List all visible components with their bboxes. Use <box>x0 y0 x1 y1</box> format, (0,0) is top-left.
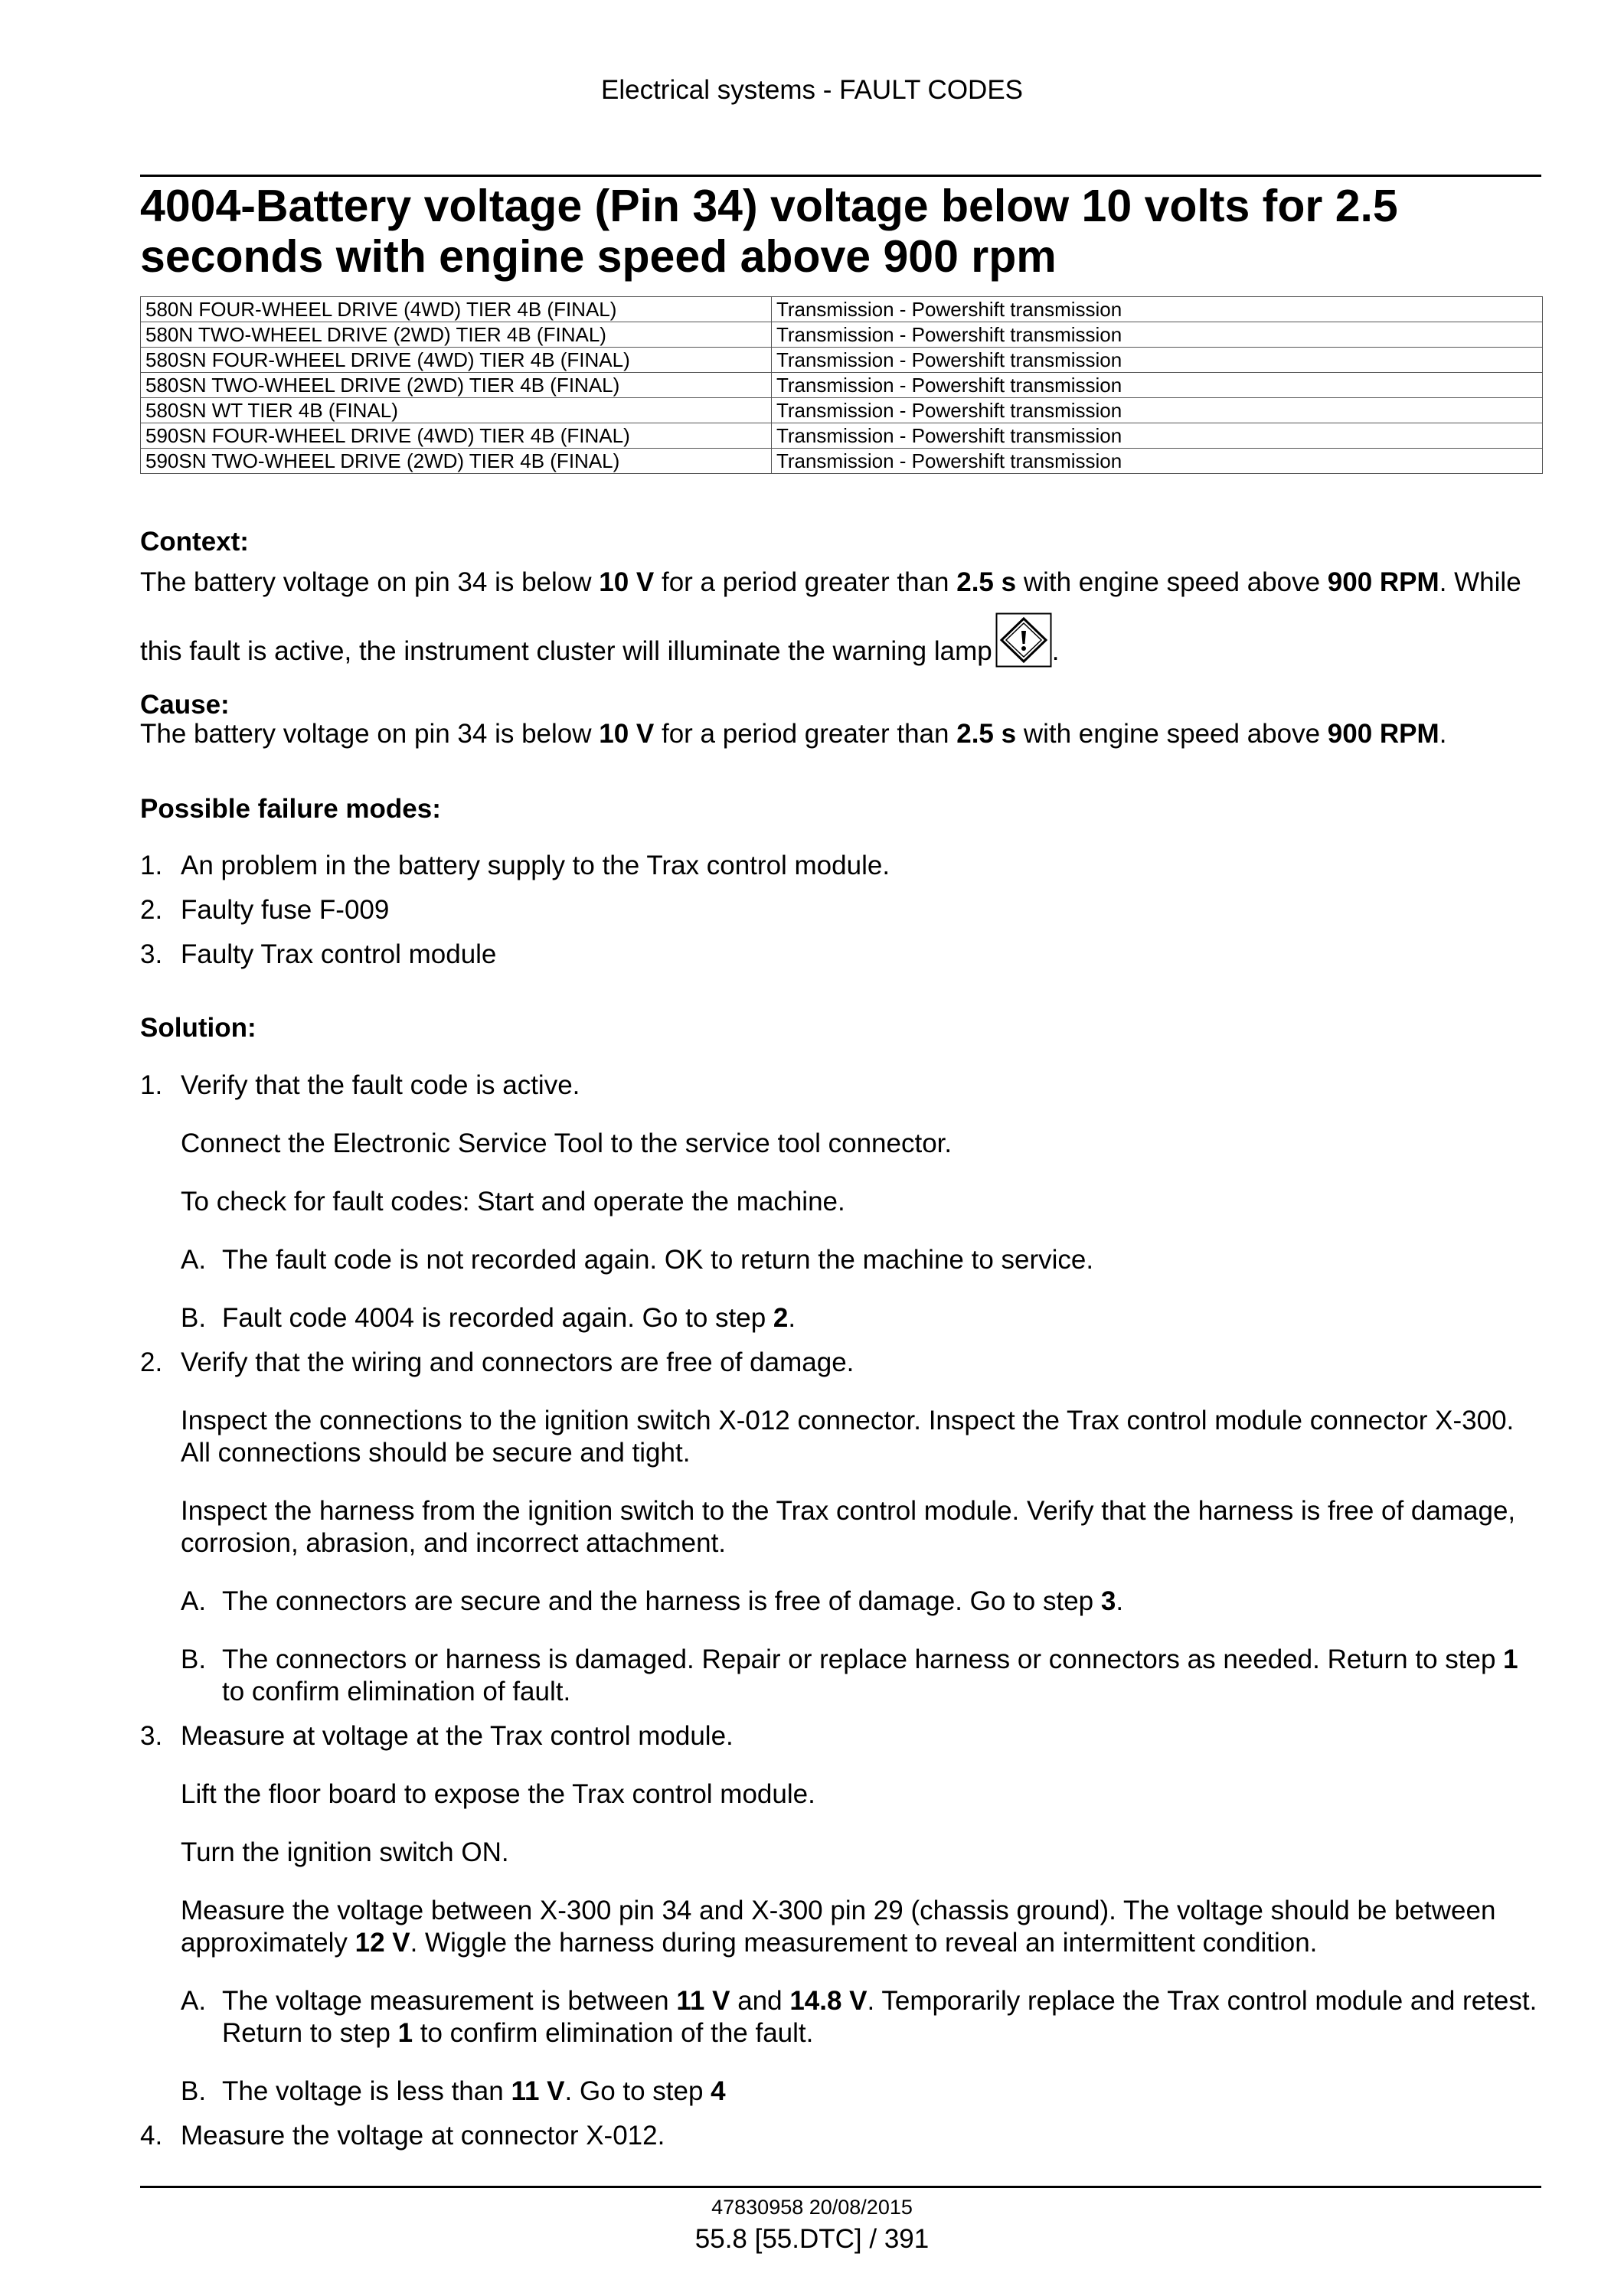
model-row <box>141 297 1543 322</box>
model-system: Transmission - Powershift transmission <box>771 297 1542 322</box>
cause-text: The battery voltage on pin 34 is below 10 V for a period greater than 2.5 s with engine speed above 900 RPM. <box>140 719 1447 749</box>
model-row <box>141 449 1543 474</box>
cause-heading: Cause: <box>140 690 230 720</box>
model-row <box>141 398 1543 423</box>
model-name: 580N FOUR-WHEEL DRIVE (4WD) TIER 4B (FINAL) <box>141 297 772 322</box>
step-3-para-3: Measure the voltage between X-300 pin 34 and X-300 pin 29 (chassis ground). The voltage should be between approximately 12 V. Wiggle the harness during measurement to reveal an intermittent condition. <box>181 1896 1496 1958</box>
header-rule <box>140 175 1541 177</box>
page-number: 55.8 [55.DTC] / 391 <box>694 2224 930 2254</box>
model-name: 590SN FOUR-WHEEL DRIVE (4WD) TIER 4B (FINAL) <box>141 423 772 449</box>
model-system: Transmission - Powershift transmission <box>771 398 1542 423</box>
warning-lamp-icon <box>995 612 1052 668</box>
model-row <box>141 322 1543 348</box>
model-name: 580SN WT TIER 4B (FINAL) <box>141 398 772 423</box>
step-3-para-1: Lift the floor board to expose the Trax control module. <box>181 1779 815 1809</box>
model-row <box>141 423 1543 449</box>
step-1-para-2: To check for fault codes: Start and operate the machine. <box>181 1187 845 1217</box>
step-1-para-1: Connect the Electronic Service Tool to the service tool connector. <box>181 1128 953 1158</box>
model-name: 580SN TWO-WHEEL DRIVE (2WD) TIER 4B (FINAL) <box>141 373 772 398</box>
context-text: The battery voltage on pin 34 is below 10 V for a period greater than 2.5 s with engine speed above 900 RPM. While this fault is active, the instrument cluster will illuminate the warning lamp . <box>140 567 1521 666</box>
model-table <box>140 296 1543 474</box>
document-code: 47830958 20/08/2015 <box>711 2196 913 2219</box>
solution-heading: Solution: <box>140 1013 257 1043</box>
model-system: Transmission - Powershift transmission <box>771 322 1542 348</box>
failure-modes-heading: Possible failure modes: <box>140 794 441 824</box>
model-system: Transmission - Powershift transmission <box>771 373 1542 398</box>
model-name: 580SN FOUR-WHEEL DRIVE (4WD) TIER 4B (FINAL) <box>141 348 772 373</box>
model-row <box>141 348 1543 373</box>
model-name: 580N TWO-WHEEL DRIVE (2WD) TIER 4B (FINAL) <box>141 322 772 348</box>
step-2-para-2: Inspect the harness from the ignition switch to the Trax control module. Verify that the harness is free of damage, corrosion, abrasion, and incorrect attachment. <box>181 1496 1516 1558</box>
page-title: 4004-Battery voltage (Pin 34) voltage below 10 volts for 2.5 seconds with engine speed above 900 rpm <box>140 181 1398 282</box>
model-system: Transmission - Powershift transmission <box>771 423 1542 449</box>
context-heading: Context: <box>140 527 249 557</box>
step-2-para-1: Inspect the connections to the ignition switch X-012 connector. Inspect the Trax control module connector X-300. All connections should be secure and tight. <box>181 1406 1515 1468</box>
model-row <box>141 373 1543 398</box>
model-system: Transmission - Powershift transmission <box>771 348 1542 373</box>
model-name: 590SN TWO-WHEEL DRIVE (2WD) TIER 4B (FINAL) <box>141 449 772 474</box>
step-3-para-2: Turn the ignition switch ON. <box>181 1837 509 1867</box>
footer-rule <box>140 2186 1541 2188</box>
page-header: Electrical systems - FAULT CODES <box>600 75 1024 105</box>
model-system: Transmission - Powershift transmission <box>771 449 1542 474</box>
